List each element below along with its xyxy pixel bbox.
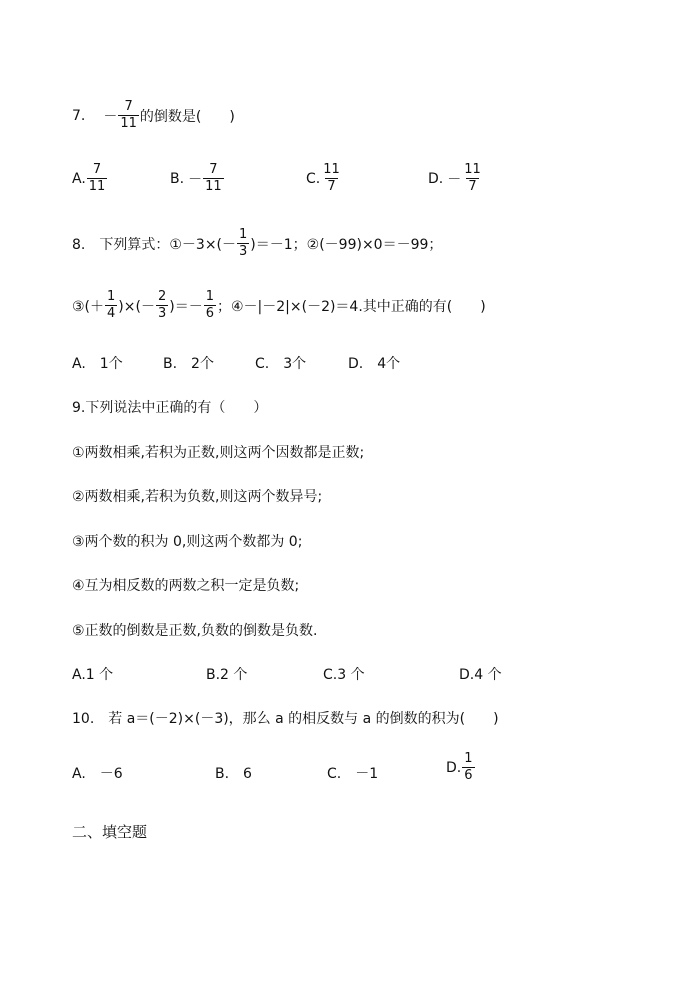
q9-option-d: D.4 个 — [459, 667, 502, 683]
q9-statement-4: ④互为相反数的两数之积一定是负数; — [72, 578, 300, 594]
q8-option-a: A. 1个 — [72, 356, 123, 372]
q7-fraction: $\frac{7}{11}$ — [120, 99, 137, 131]
q7-sign: － — [103, 108, 118, 125]
q7-stem-text: 的倒数是( ) — [139, 108, 235, 125]
q10-option-a: A. －6 — [72, 766, 123, 782]
q10-stem: 10. 若 a＝(－2)×(－3)，那么 a 的相反数与 a 的倒数的积为( ) — [72, 711, 499, 727]
q8-option-d: D. 4个 — [348, 356, 401, 372]
q7-number: 7. — [72, 107, 86, 124]
section-heading: 二、填空题 — [72, 823, 148, 841]
q9-stem: 9.下列说法中正确的有（ ） — [72, 400, 268, 416]
q10-option-b: B. 6 — [215, 766, 252, 782]
q8-line-2: ③(＋ $\frac{1}{4}$ )×(－ $\frac{2}{3}$ )＝－ $\frac{1}{6}$ ；④－|－2|×(－2)＝4.其中正确的有( ) — [72, 289, 486, 321]
q7-stem — [72, 100, 235, 131]
q9-statement-5: ⑤正数的倒数是正数,负数的倒数是负数. — [72, 623, 318, 639]
q9-statement-2: ②两数相乘,若积为负数,则这两个数异号; — [72, 489, 323, 505]
q9-option-b: B.2 个 — [206, 667, 248, 683]
q8-fraction-1-3: $\frac{1}{3}$ — [239, 227, 248, 259]
q9-statement-3: ③两个数的积为 0,则这两个数都为 0; — [72, 534, 303, 550]
q9-option-a: A.1 个 — [72, 667, 114, 683]
q8-fraction-1-6: $\frac{1}{6}$ — [205, 289, 214, 321]
q9-statement-1: ①两数相乘,若积为正数,则这两个因数都是正数; — [72, 445, 365, 461]
q8-fraction-1-4: $\frac{1}{4}$ — [107, 289, 116, 321]
q8-fraction-2-3: $\frac{2}{3}$ — [157, 289, 167, 321]
q7-option-a: A. $\frac{7}{11}$ — [72, 162, 106, 194]
q8-line-1: 8. 下列算式：①－3×(－ $\frac{1}{3}$ )＝－1；②(－99)×0＝－99； — [72, 227, 443, 259]
q9-option-c: C.3 个 — [323, 667, 365, 683]
q7-option-d: D. － $\frac{11}{7}$ — [428, 162, 481, 194]
q8-option-c: C. 3个 — [255, 356, 307, 372]
q8-option-b: B. 2个 — [163, 356, 214, 372]
q7-option-c: C. $\frac{11}{7}$ — [306, 162, 340, 194]
q7-option-b: B. － $\frac{7}{11}$ — [170, 162, 222, 194]
q10-option-d: D. $\frac{1}{6}$ — [446, 751, 473, 783]
q10-option-c: C. －1 — [327, 766, 379, 782]
